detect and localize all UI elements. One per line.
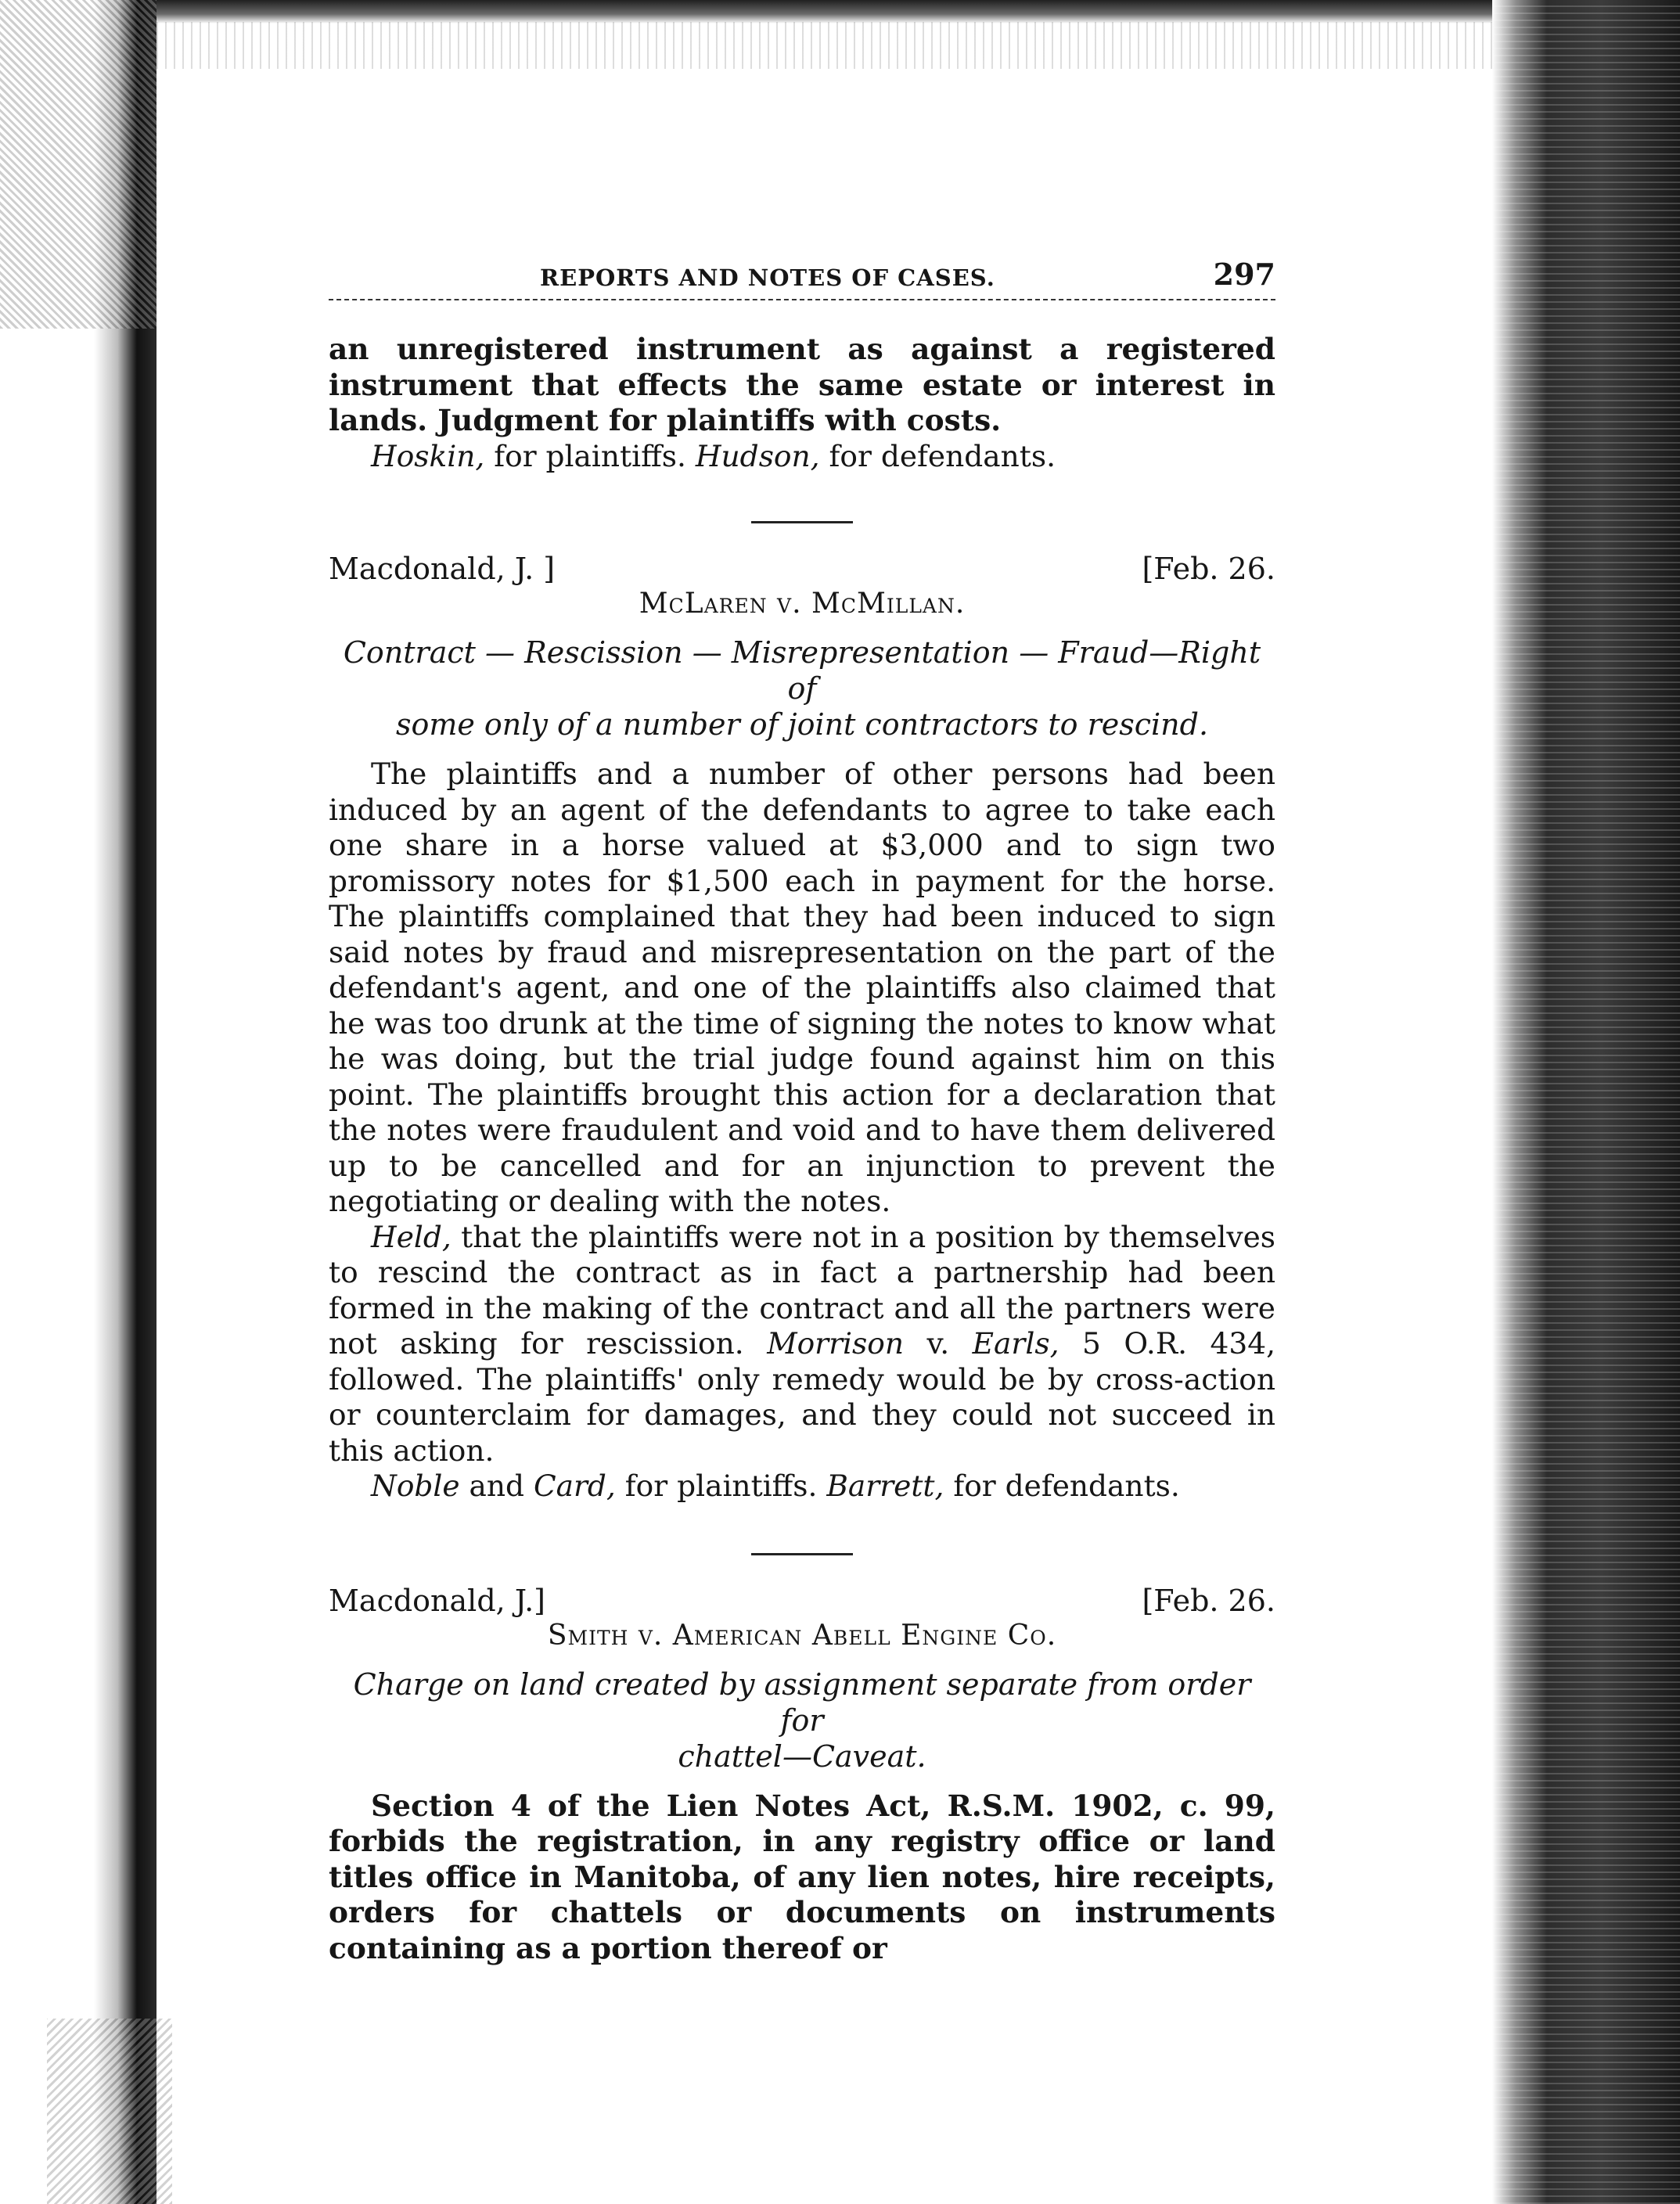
scan-shadow-top [0, 0, 1680, 23]
counsel-text: for plaintiffs. [615, 1469, 827, 1503]
case1-headnote-line2: some only of a number of joint contractors to rescind. [395, 707, 1209, 742]
defendant-counsel: Hudson, [695, 438, 820, 473]
case2-headnote-line2: chattel—Caveat. [678, 1738, 926, 1774]
page-number: 297 [1213, 257, 1275, 292]
page [329, 250, 1275, 1966]
held-word: Held, [371, 1219, 451, 1254]
case-separator [751, 521, 853, 523]
scan-shadow-right [1492, 0, 1680, 2204]
continuation-block [329, 332, 1275, 439]
scan-shadow-left [0, 0, 156, 2204]
case2-text: Section 4 of the Lien Notes Act, R.S.M. 1902, c. 99, forbids the registration, in any registry office or land titles office in Manitoba, of any lien notes, hire receipts, orders for chattels or documents on instruments containing as a portion thereof or [329, 1788, 1275, 1965]
case2-headnote [329, 1666, 1275, 1774]
continuation-paragraph: an unregistered instrument as against a registered instrument that effects the same estate or interest in lands. Judgment for plaintiffs with costs. [329, 332, 1275, 437]
case1-date: [Feb. 26. [1142, 552, 1275, 586]
case2-date: [Feb. 26. [1142, 1583, 1275, 1618]
counsel-text: and [459, 1469, 534, 1503]
case1-headnote [329, 635, 1275, 742]
running-head-title: REPORTS AND NOTES OF CASES. [540, 264, 995, 291]
case-separator [751, 1553, 853, 1555]
counsel-text: for defendants. [819, 438, 1056, 473]
case1-facts: The plaintiffs and a number of other persons had been induced by an agent of the defendants to agree to take each one share in a horse valued at $3,000 and to sign two promissory notes for $1,500 each in payment for the horse. The plaintiffs complained that they had been induced to sign said notes by fraud and misrepresentation on the part of the defendant's agent, and one of the plaintiffs also claimed that he was too drunk at the time of signing the notes to know what he was doing, but the trial judge found against him on this point. The plaintiffs brought this action for a declaration that the notes were fraudulent and void and to have them delivered up to be cancelled and for an injunction to prevent the negotiating or dealing with the notes. [329, 757, 1275, 1218]
counsel-text: for plaintiffs. [484, 438, 696, 473]
scan-noise-top [156, 22, 1502, 69]
running-head [329, 250, 1275, 305]
header-rule [329, 299, 1275, 300]
scan-noise-left-bottom [47, 2019, 172, 2204]
counsel-noble: Noble [371, 1469, 460, 1503]
case1-held [329, 1220, 1275, 1469]
case1-meta [329, 552, 1275, 588]
held-text: that the plaintiffs were not in a position by themselves to rescind the contract as in fact a partnership had been formed in the making of the contract and all the partners were not asking for rescission. [329, 1219, 1275, 1361]
counsel-card: Card, [533, 1469, 616, 1503]
case2-judge: Macdonald, J.] [329, 1583, 546, 1618]
case1-headnote-line1: Contract — Rescission — Misrepresentation — Fraud—Right of [343, 635, 1261, 706]
case2-headnote-line1: Charge on land created by assignment separate from order for [353, 1666, 1251, 1738]
case1-name: McLaren v. McMillan. [639, 588, 966, 620]
counsel-text: for defendants. [944, 1469, 1180, 1503]
cited-v: v. [903, 1326, 973, 1361]
continuation-counsel [329, 439, 1275, 475]
case1-judge: Macdonald, J. ] [329, 552, 556, 586]
cited-case: Morrison [767, 1326, 904, 1361]
cited-case-b: Earls, [972, 1326, 1059, 1361]
held-text-b: 5 O.R. 434, followed. The plaintiffs' only remedy would be by cross-action or counterclaim for damages, and they could not succeed in this action. [329, 1326, 1276, 1468]
case1-counsel [329, 1469, 1275, 1505]
counsel-barrett: Barrett, [826, 1469, 944, 1503]
case2-meta [329, 1584, 1275, 1620]
plaintiff-counsel: Hoskin, [371, 438, 485, 473]
scan-noise-left-top [0, 0, 156, 329]
case2-name: Smith v. American Abell Engine Co. [547, 1619, 1057, 1652]
